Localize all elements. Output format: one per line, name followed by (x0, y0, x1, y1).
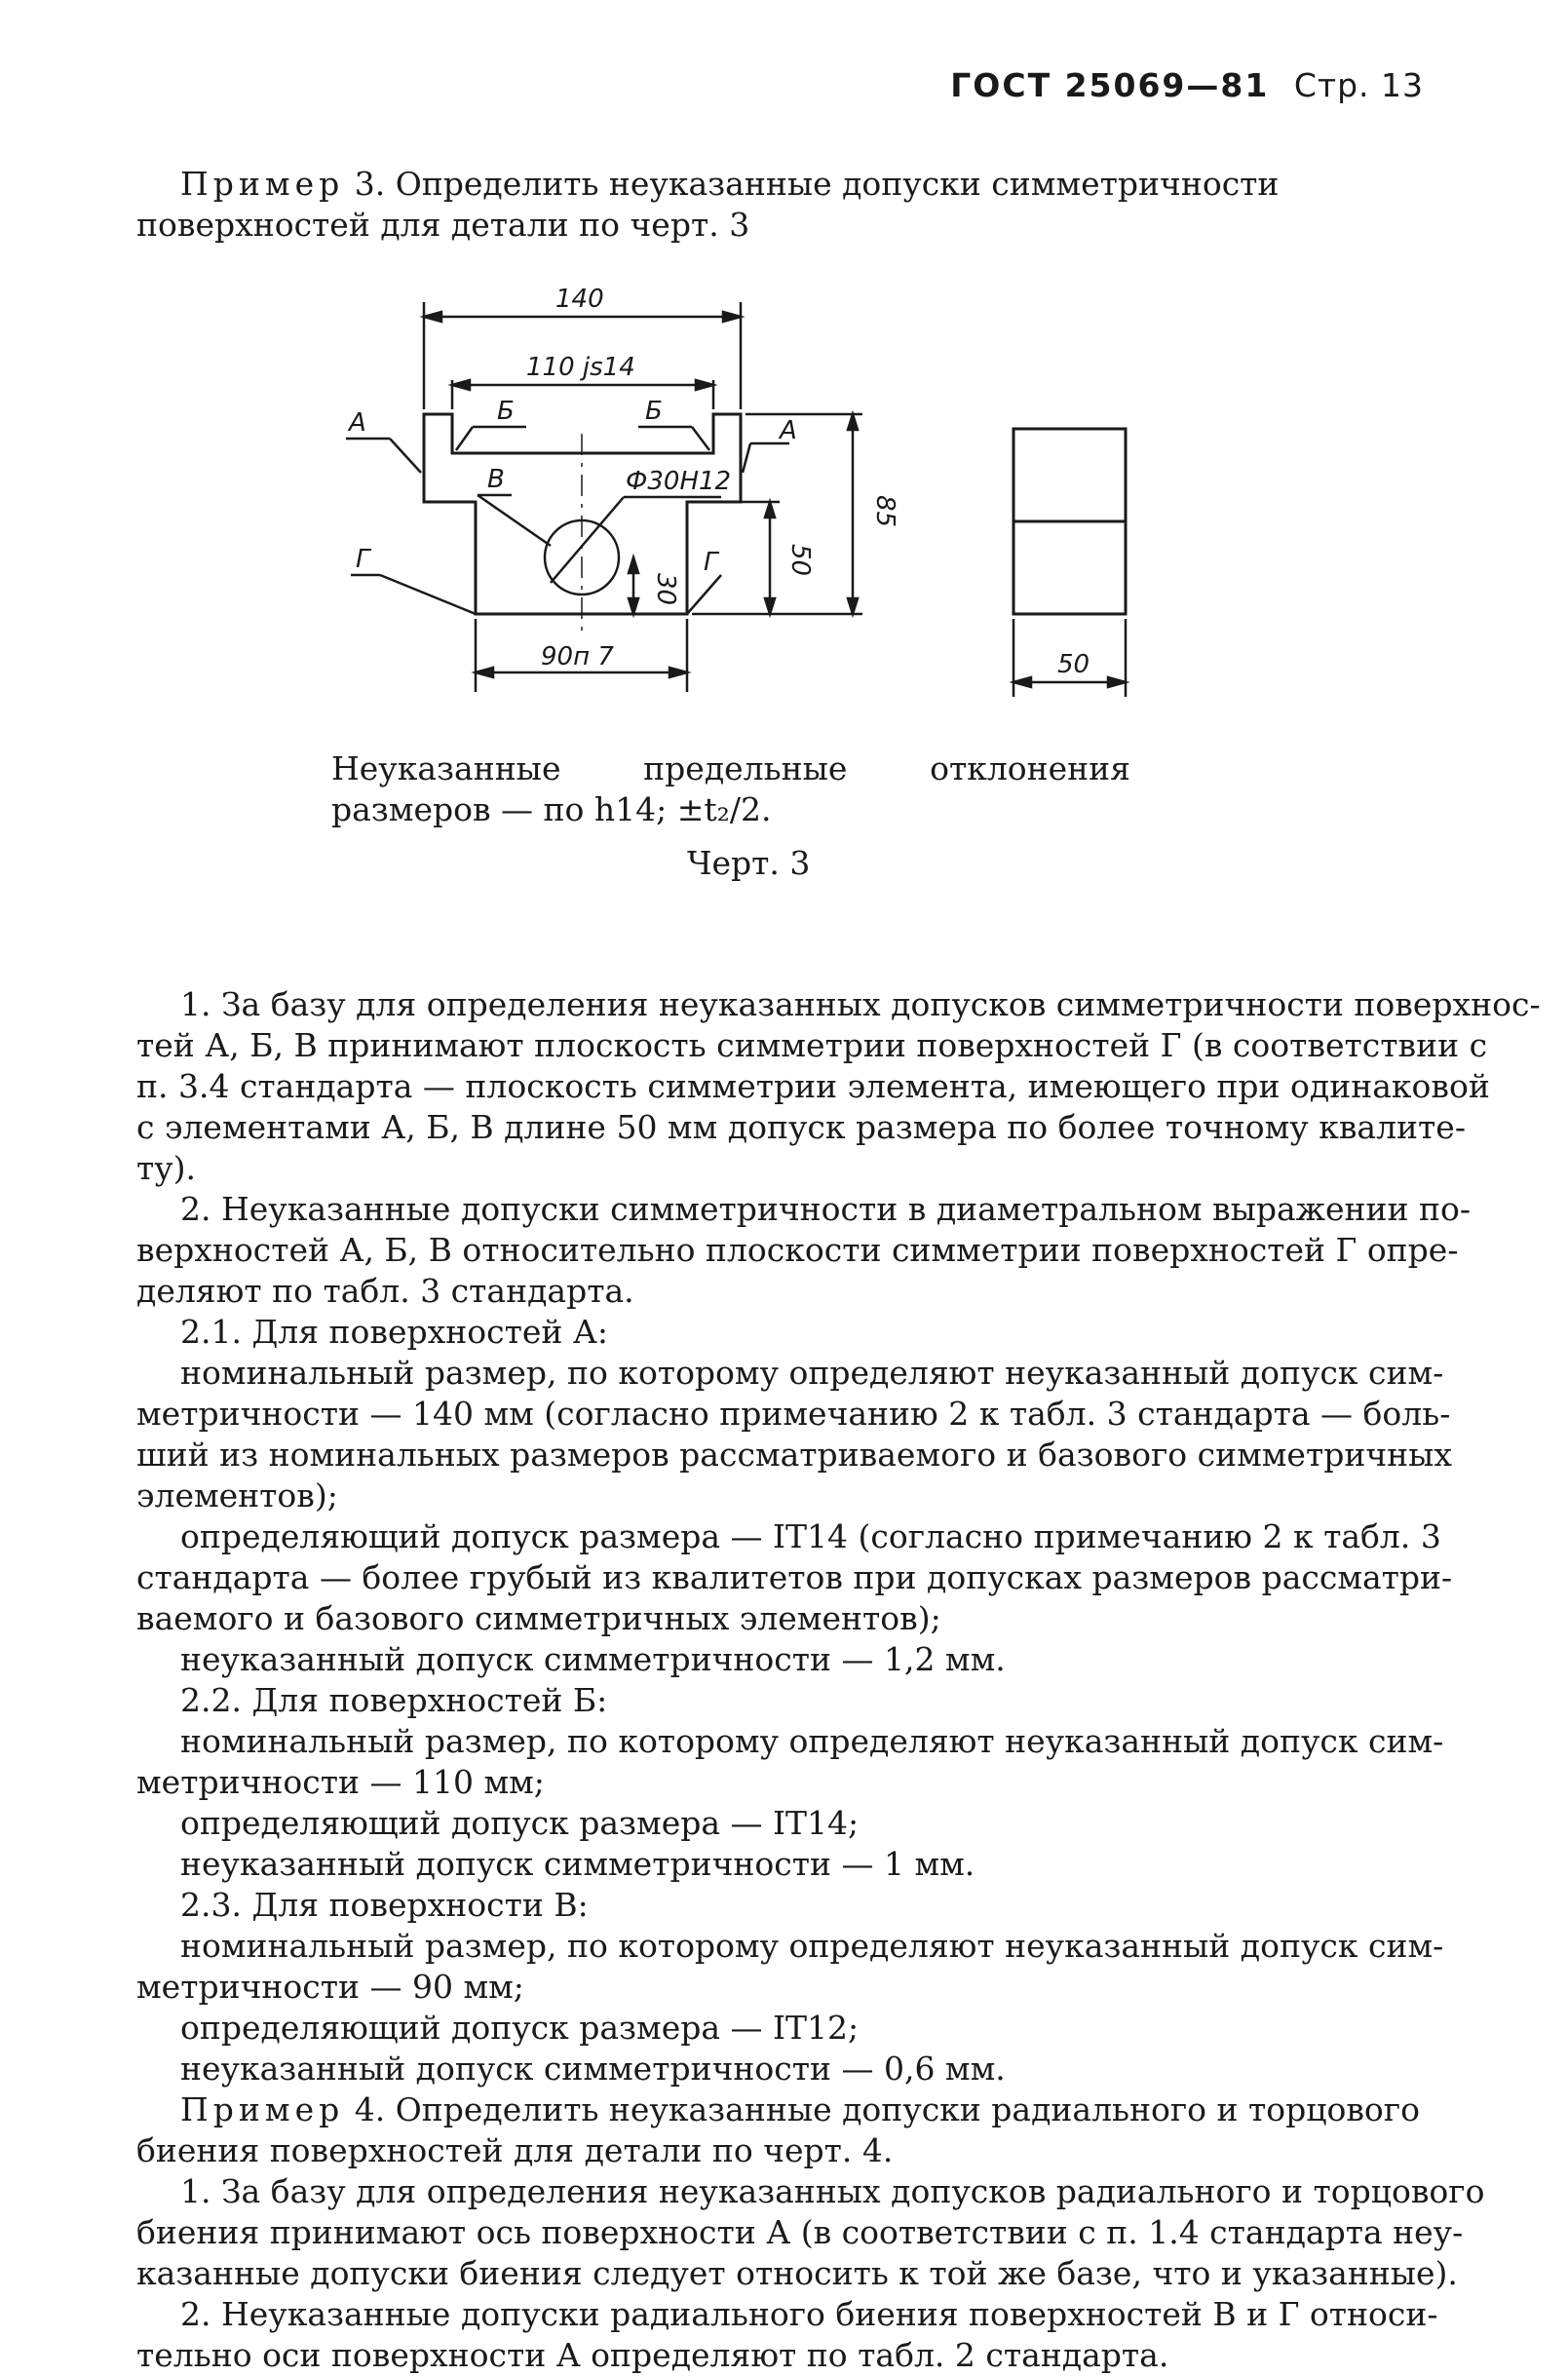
page-number: Стр. 13 (1293, 66, 1424, 104)
label-g-left: Г (356, 545, 370, 574)
text-line: ший из номинальных размеров рассматриваемого и базового симметричных (136, 1436, 1453, 1474)
label-g-right: Г (704, 548, 718, 577)
text-line: определяющий допуск размера — IT12; (180, 2009, 860, 2047)
text-line: определяющий допуск размера — IT14 (согласно примечанию 2 к табл. 3 (180, 1517, 1441, 1555)
text-line: номинальный размер, по которому определяют неуказанный допуск сим- (180, 1722, 1444, 1760)
text-line: ваемого и базового симметричных элементов); (136, 1599, 941, 1637)
text-line: 2.3. Для поверхности В: (180, 1886, 589, 1924)
dim-85: 85 (870, 495, 899, 528)
text-line: 2. Неуказанные допуски симметричности в диаметральном выражении по- (180, 1190, 1472, 1228)
text-line: ту). (136, 1149, 197, 1187)
text-line: 2. Неуказанные допуски радиального биения поверхностей В и Г относи- (180, 2295, 1438, 2333)
text-line: тей А, Б, В принимают плоскость симметрии поверхностей Г (в соответствии с (136, 1026, 1488, 1064)
label-v: В (487, 465, 505, 494)
example-3-text: 3. Определить неуказанные допуски симметричности поверхностей для детали по черт. 3 (136, 165, 1280, 244)
text-line: неуказанный допуск симметричности — 1,2 мм. (180, 1640, 1006, 1678)
text-line: номинальный размер, по которому определяют неуказанный допуск сим- (180, 1354, 1444, 1392)
example-3-heading (136, 164, 1423, 246)
text-line: элементов); (136, 1476, 338, 1514)
text-line: метричности — 140 мм (согласно примечанию 2 к табл. 3 стандарта — боль- (136, 1395, 1451, 1433)
drawing-caption: Черт. 3 (687, 844, 811, 882)
text-line: 2.2. Для поверхностей Б: (180, 1681, 608, 1719)
dim-50-width: 50 (1057, 650, 1090, 679)
standard-number: ГОСТ 25069—81 (950, 66, 1270, 104)
body-lines-2 (136, 2171, 1485, 2376)
dim-30: 30 (651, 573, 680, 606)
text-line: 1. За базу для определения неуказанных допусков симметричности поверхнос- (180, 985, 1541, 1023)
text-line: деляют по табл. 3 стандарта. (136, 1272, 634, 1310)
text-line: казанные допуски биения следует относить к той же базе, что и указанные). (136, 2254, 1458, 2292)
text-line: определяющий допуск размера — IT14; (180, 1804, 860, 1842)
example-4-heading (136, 2089, 1423, 2171)
text-line: с элементами А, Б, В длине 50 мм допуск размера по более точному квалите- (136, 1108, 1466, 1146)
text-line: стандарта — более грубый из квалитетов при допусках размеров рассматри- (136, 1558, 1453, 1596)
text-line: верхностей А, Б, В относительно плоскости симметрии поверхностей Г опре- (136, 1231, 1459, 1269)
example-4-label: Пример (180, 2090, 345, 2128)
text-line: 2.1. Для поверхностей А: (180, 1313, 608, 1351)
dim-140: 140 (555, 285, 604, 314)
label-a-left: А (349, 408, 366, 438)
dim-50-vertical: 50 (785, 544, 815, 577)
body-lines (136, 984, 1541, 2089)
text-line: п. 3.4 стандарта — плоскость симметрии элемента, имеющего при одинаковой (136, 1067, 1490, 1105)
example-4-text: 4. Определить неуказанные допуски радиального и торцового биения поверхностей для детали по черт. 4. (136, 2090, 1420, 2169)
page-header (950, 66, 1424, 104)
dim-110: 110 js14 (526, 353, 635, 382)
label-hole-diameter: Ф30Н12 (626, 467, 732, 496)
label-a-right: А (780, 416, 797, 445)
drawing-3 (331, 283, 1169, 731)
text-line: неуказанный допуск симметричности — 1 мм. (180, 1845, 975, 1883)
text-line: номинальный размер, по которому определяют неуказанный допуск сим- (180, 1927, 1444, 1965)
label-b-right: Б (645, 397, 663, 426)
text-line: метричности — 110 мм; (136, 1763, 545, 1801)
text-line: биения принимают ось поверхности А (в соответствии с п. 1.4 стандарта неу- (136, 2213, 1464, 2251)
text-line: 1. За базу для определения неуказанных допусков радиального и торцового (180, 2172, 1485, 2210)
drawing-note: Неуказанные предельные отклонения размеров — по h14; ±t₂/2. (331, 749, 1130, 828)
text-line: неуказанный допуск симметричности — 0,6 мм. (180, 2050, 1006, 2088)
label-b-left: Б (497, 397, 515, 426)
example-3-label: Пример (180, 165, 345, 203)
text-line: тельно оси поверхности А определяют по табл. 2 стандарта. (136, 2336, 1169, 2374)
text-line: метричности — 90 мм; (136, 1968, 524, 2006)
dim-90: 90п 7 (541, 642, 614, 671)
